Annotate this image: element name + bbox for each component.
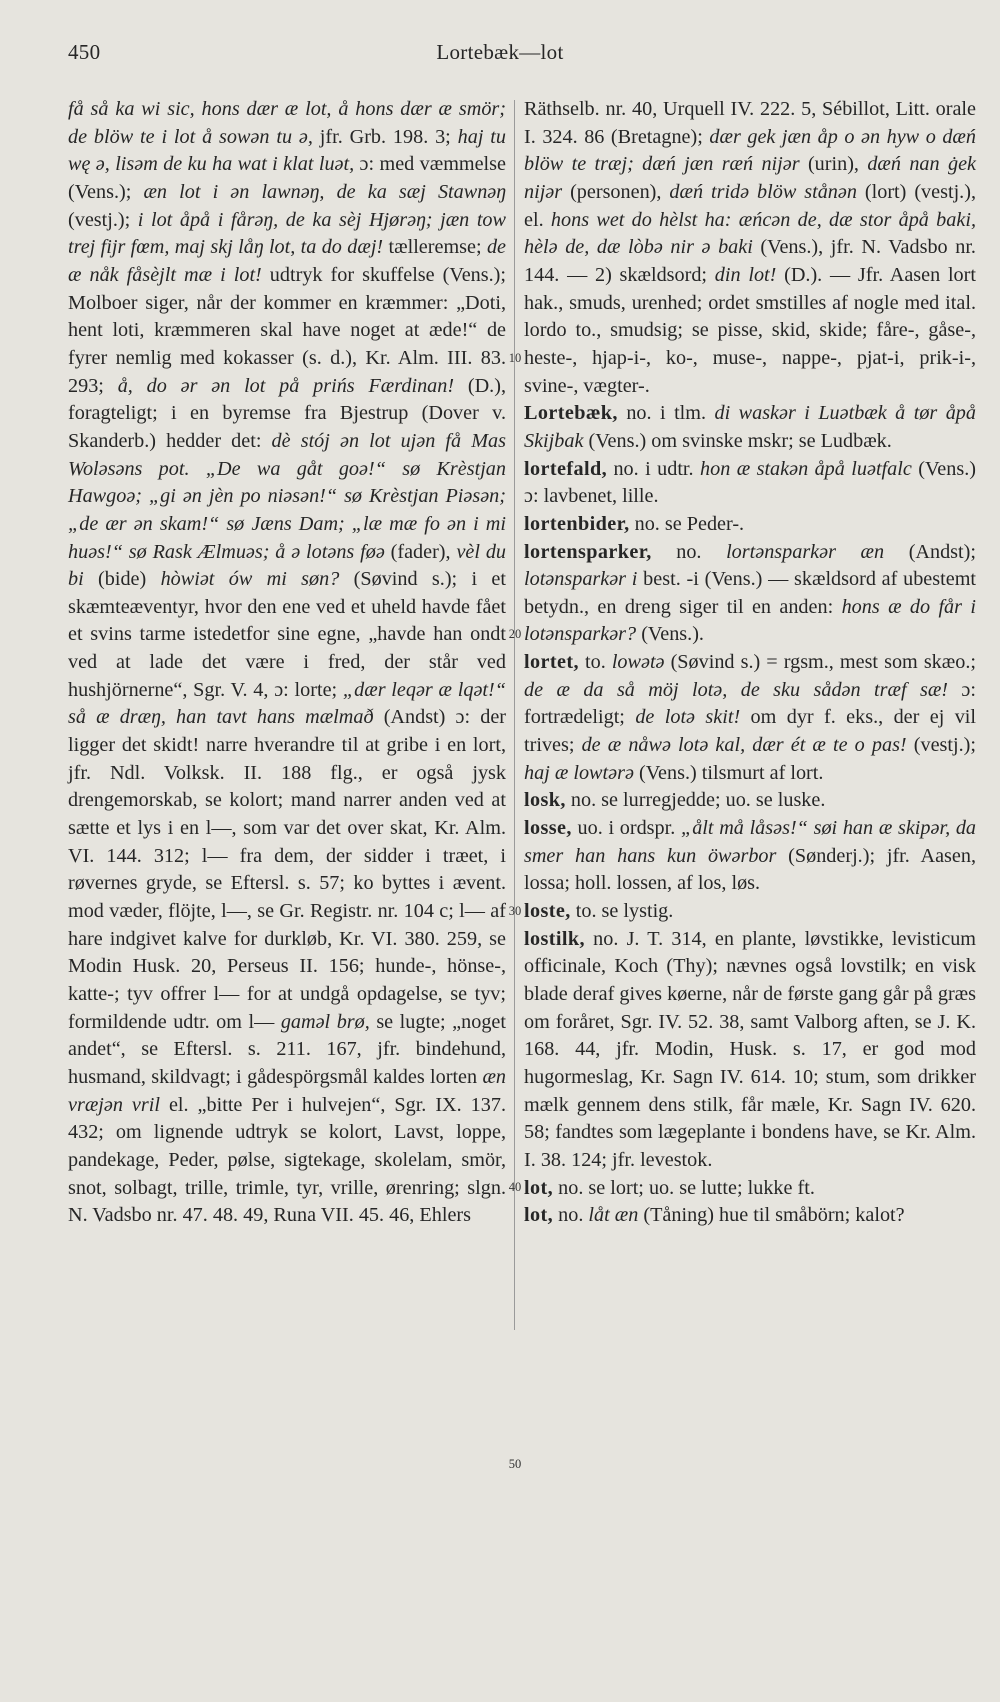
entry-text: no. se lort; uo. se lutte; lukke ft.: [553, 1176, 815, 1199]
dialect-example: di waskər i Luətbæk å tør åpå Skijbak: [524, 402, 976, 452]
entry-text: best. -i (Vens.) — skældsord af ubestemt betydn., en dreng siger til en anden:: [524, 568, 977, 618]
entry-text: se lugte; „noget andet“, se Eftersl. s. 211. 167, jfr. bindehund, husmand, skildvagt; i gådespörgsmål kaldes lorten: [68, 1010, 506, 1088]
dialect-example: hons wet do hèlst ha: æńcən de, dæ stor åpå baki, hèlə de, dæ lòbə nir ə baki: [524, 208, 976, 259]
dialect-example: låt æn: [588, 1204, 639, 1227]
left-column: [68, 96, 506, 1230]
entry-text: no. i udtr.: [607, 457, 701, 480]
entry-text: om dyr f. eks., der ej vil trives;: [524, 706, 976, 757]
headword: lortet,: [524, 651, 579, 674]
entry-text: no.: [651, 540, 727, 563]
entry-paragraph: [68, 96, 506, 1230]
entry-text: (Vens.) tilsmurt af lort.: [633, 761, 824, 784]
entry-text: (Andst);: [884, 540, 976, 563]
dialect-example: „ålt må låsəs!“ søi han æ skipər, da smer han hans kun öwərbor: [524, 817, 977, 867]
dialect-example: lortənsparkər æn: [726, 540, 885, 563]
entry-text: to.: [578, 651, 612, 674]
dictionary-entry: [524, 1202, 976, 1230]
dialect-example: hons æ do får i lotənsparkər?: [524, 595, 976, 646]
entry-text: no. i tlm.: [617, 402, 715, 425]
entry-text: (Vens.) ɔ: lavbenet, lille.: [524, 457, 976, 508]
entry-text: (urin),: [799, 153, 868, 176]
dialect-example: gaməl brø,: [280, 1010, 370, 1033]
dialect-example: de lotə skit!: [635, 706, 741, 729]
entry-text: to. se lystig.: [570, 900, 674, 923]
entry-text: ɔ: fortrædeligt;: [524, 678, 976, 729]
entry-text: (Andst) ɔ: der ligger det skidt! narre hverandre til at gribe i en lort, jfr. Ndl. Volksk. II. 188 flg., er også jysk drengemorskab, se kolort; mand narrer anden ved at sætte et lys i en l—, som var det over skat, Kr. Alm. VI. 144. 312; l— fra dem, der sidder i træet, i røvernes gryde, se Eftersl. s. 57; ko byttes i ævent. mod væder, flöjte, l—, se Gr. Registr. nr. 104 c; l— af hare indgivet kalve for durkløb, Kr. VI. 380. 259, se Modin Husk. 20, Perseus II. 156; hunde-, hönse-, katte-; tyv offrer l— for at undgå opdagelse, se tyv; formildende udtr. om l—: [68, 706, 507, 1033]
headword: lot,: [524, 1204, 554, 1227]
entry-text: (lort) (vestj.), el.: [524, 180, 976, 231]
dictionary-entry: [524, 787, 976, 815]
page-number: 450: [68, 40, 101, 64]
entry-text: tælleremse;: [383, 236, 487, 259]
dialect-example: hòwiət ów mi søn?: [160, 568, 340, 591]
entry-text: no.: [553, 1204, 589, 1227]
headword: lot,: [524, 1176, 554, 1199]
dialect-example: vèl du bi: [68, 540, 507, 591]
dialect-example: lotənsparkər i: [524, 568, 638, 591]
dialect-example: hon æ stakən åpå luətfalc: [700, 457, 912, 480]
entry-text: (vestj.);: [68, 208, 138, 231]
entry-text: (personen),: [562, 180, 670, 203]
entry-text: uo. i ordspr.: [571, 817, 681, 840]
entry-text: udtryk for skuffelse (Vens.); Molboer siger, når der kommer en kræmmer: „Doti, hent loti, kræmmeren skal have noget at æde!“ de fyrer nemlig med kokasser (s. d.), Kr. Alm. III. 83. 293;: [68, 263, 506, 397]
entry-text: (Søvind s.); i et skæmteæventyr, hvor den ene ved et uheld havde fået et svins tarme istedetfor sine egne, „havde han ondt ved at lade det være i fred, der står ved hushjörnerne“, Sgr. V. 4, ɔ: lorte;: [68, 568, 506, 701]
entry-text: jfr. Grb. 198. 3;: [312, 125, 458, 148]
dictionary-entry: [524, 400, 976, 455]
entry-text: Räthselb. nr. 40, Urquell IV. 222. 5, Sébillot, Litt. orale I. 324. 86 (Bretagne);: [524, 98, 976, 148]
line-number: 10: [508, 350, 522, 365]
dialect-example: å, do ər ən lot på prińs Færdinan!: [117, 374, 455, 397]
entry-text: (Tåning) hue til småbörn; kalot?: [638, 1204, 905, 1227]
dictionary-entry: [524, 815, 976, 898]
dictionary-entry: [524, 926, 976, 1175]
headword: losk,: [524, 789, 566, 812]
dialect-example: æn lot i ən lawnəŋ, de ka sæj Stawnəŋ: [143, 180, 506, 203]
headword: lortefald,: [524, 457, 608, 480]
running-head: Lortebæk—lot: [436, 40, 564, 64]
dictionary-entry: [524, 1175, 976, 1203]
entry-text: (vestj.);: [906, 734, 976, 757]
dialect-example: haj æ lowtərə: [524, 761, 634, 784]
entry-text: no. se lurregjedde; uo. se luske.: [565, 789, 826, 812]
dialect-example: dær gek jæn åp o ən hyw o dæń blöw te træj; dæń jæn ræń nijər: [524, 125, 976, 176]
dialect-example: haj tu wę ə, lisəm de ku ha wat i klat luət,: [68, 125, 507, 176]
headword: losse,: [524, 817, 572, 840]
dictionary-entry: [524, 96, 976, 400]
line-number: 50: [508, 1456, 522, 1471]
entry-text: el. „bitte Per i hulvejen“, Sgr. IX. 137. 432; om lignende udtryk se kolort, Lavst, loppe, pandekage, Peder, pølse, sigtekage, skolelam, smör, snot, solbagt, trille, trimle, tyr, vrille, ørenring; slgn. N. Vadsbo nr. 47. 48. 49, Runa VII. 45. 46, Ehlers: [68, 1093, 506, 1227]
dictionary-entry: [524, 649, 976, 787]
line-number: 20: [508, 627, 522, 642]
entry-text: (Vens.).: [636, 623, 704, 646]
dialect-example: din lot!: [714, 263, 777, 286]
headword: lortenbider,: [524, 512, 630, 535]
dialect-example: i lot åpå i fårəŋ, de ka sèj Hjørəŋ; jæn tow trej fijr fœm, maj skj låŋ lot, ta do dæj!: [68, 208, 506, 259]
line-number: 30: [508, 903, 522, 918]
entry-text: (D.), foragteligt; i en byremse fra Bjestrup (Dover v. Skanderb.) hedder det:: [68, 374, 506, 452]
right-column: [524, 96, 976, 1230]
headword: loste,: [524, 900, 571, 923]
dictionary-entry: [524, 456, 976, 511]
entry-text: (D.). — Jfr. Aasen lort hak., smuds, urenhed; ordet smstilles af nogle med ital. lordo to., smudsig; se pisse, skid, skide; fåre-, gåse-, heste-, hjap-i-, ko-, muse-, nappe-, pjat-i, prik-i-, svine-, vægter-.: [524, 263, 976, 397]
dictionary-entry: [524, 898, 976, 926]
dialect-example: dæń nan ġek nijər: [524, 153, 976, 203]
headword: lortensparker,: [524, 540, 652, 563]
dialect-example: „dær leqər æ lqət!“ så æ dræŋ, han tavt hans mælmað: [68, 678, 506, 729]
entry-text: (bide): [83, 568, 161, 591]
entry-text: no. J. T. 314, en plante, løvstikke, levisticum officinale, Koch (Thy); nævnes også lovstilk; en visk blade deraf gives køerne, når de første gang går på græs om foråret, Sgr. IV. 52. 38, samt Valborg aften, se J. K. 168. 44, jfr. Modin, Husk. s. 17, er god mod hugormeslag, Kr. Sagn IV. 614. 10; stum, som drikker mælk gennem dens stilk, får mæle, Kr. Sagn IV. 620. 58; fandtes som lægeplante i bondens have, se Kr. Alm. I. 38. 124; jfr. levestok.: [524, 927, 976, 1171]
entry-text: no. se Peder-.: [629, 512, 745, 535]
entry-text: (fader),: [384, 540, 457, 563]
entry-text: ɔ: med væmmelse (Vens.);: [68, 153, 506, 203]
dialect-example: de æ da så möj lotə, de sku sådən træf sæ!: [524, 678, 949, 701]
page-header: [0, 40, 1000, 70]
entry-text: (Vens.) om svinske mskr; se Ludbæk.: [583, 429, 892, 452]
line-number: 40: [508, 1180, 522, 1195]
column-divider: [514, 100, 515, 1330]
dialect-example: dæń tridə blöw stånən: [669, 180, 857, 203]
entry-text: (Søvind s.) = rgsm., mest som skæo.;: [664, 651, 976, 674]
headword: Lortebæk,: [524, 402, 618, 425]
dialect-example: få så ka wi sic, hons dær æ lot, å hons dær æ smör; de blöw te i lot å sowən tu ə,: [68, 98, 506, 148]
dictionary-entry: [524, 539, 976, 650]
dialect-example: de æ nåwə lotə kal, dær ét æ te o pas!: [581, 734, 907, 757]
dialect-example: dè stój ən lot ujən få Mas Woləsəns pot. „De wa gåt goə!“ sø Krèstjan Hawgoə; „gi ən jèn po niəsən!“ sø Krèstjan Piəsən; „de ær ən skam!“ sø Jæns Dam; „læ mæ fo ən i mi huəs!“ sø Rask Ælmuəs; å ə lotəns føə: [68, 429, 507, 563]
dialect-example: æn vræjən vril: [68, 1065, 506, 1116]
entry-text: (Sønderj.); jfr. Aasen, lossa; holl. lossen, af los, løs.: [524, 844, 976, 895]
dialect-example: de æ nåk fåsèjlt mæ i lot!: [68, 236, 506, 286]
dialect-example: lowətə: [611, 651, 665, 674]
headword: lostilk,: [524, 927, 585, 950]
entry-text: (Vens.), jfr. N. Vadsbo nr. 144. — 2) skældsord;: [524, 236, 976, 286]
dictionary-entry: [524, 511, 976, 539]
